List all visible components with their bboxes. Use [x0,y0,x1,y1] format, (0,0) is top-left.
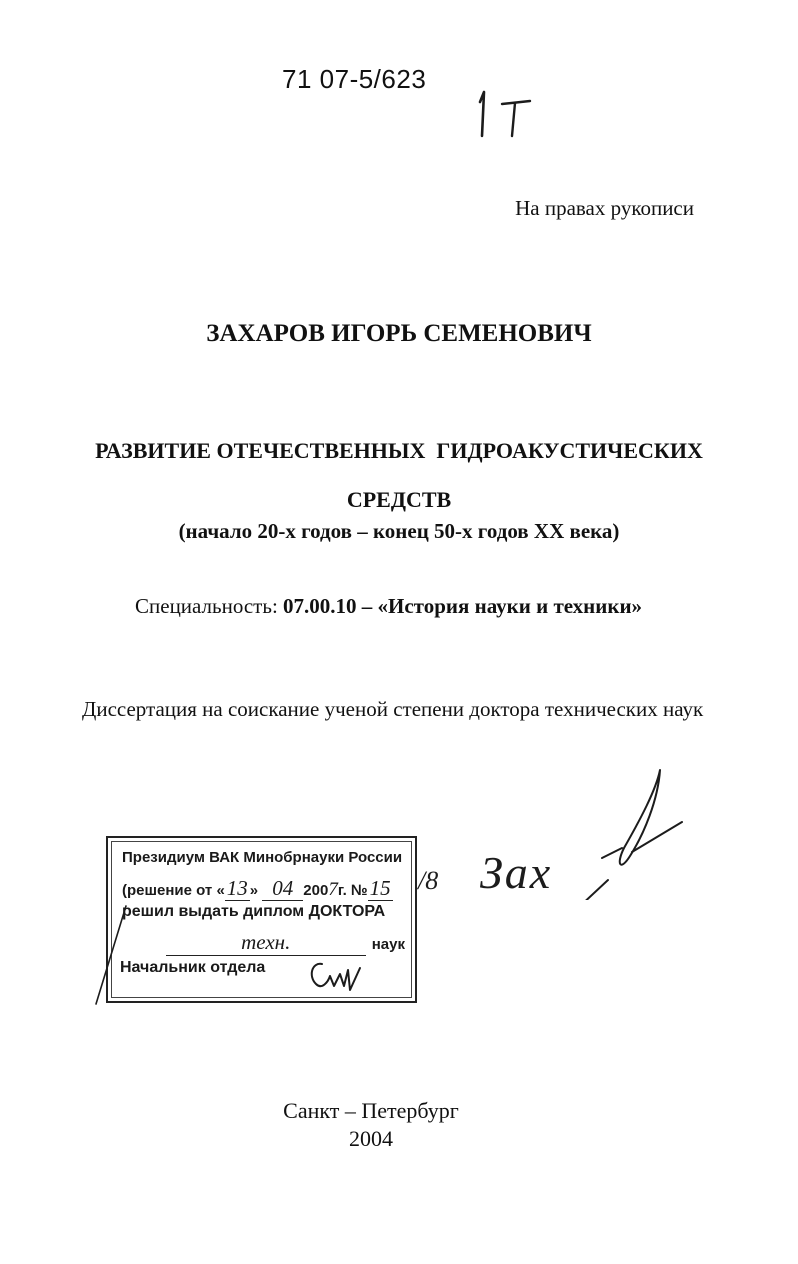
stamp-field-suffix: наук [371,936,405,953]
stamp-sep1: » [249,882,259,899]
title-line-1: РАЗВИТИЕ ОТЕЧЕСТВЕННЫХ ГИДРОАКУСТИЧЕСКИХ [95,438,703,463]
stamp-sep2: г. № [337,882,368,899]
stamp-head-of-dept: Начальник отдела [120,959,266,976]
stamp-decision-no: 15 [369,876,391,900]
signature-scribble [560,760,700,900]
specialty [135,594,642,619]
year: 2004 [349,1126,393,1151]
stamp-day: 13 [226,876,248,900]
stamp-decision-suffix: /8 [418,866,439,895]
stamp-field-line [166,930,405,956]
city: Санкт – Петербург [283,1098,459,1123]
stamp-year-digit: 7 [328,879,338,900]
handwritten-mark-glyph [470,84,540,144]
stamp-presidium: Президиум ВАК Минобрнауки России [122,849,403,866]
specialty-code: 07.00.10 – «История науки и техники» [283,594,643,618]
stamp-decision-line [122,876,393,901]
stamp-field-value: техн. [166,930,366,956]
title-period: (начало 20-х годов – конец 50-х годов XX века) [178,519,620,543]
author-name: ЗАХАРОВ ИГОРЬ СЕМЕНОВИЧ [206,320,592,347]
stamp-signature [304,956,374,996]
stamp-diploma-line: решил выдать диплом ДОКТОРА [122,903,386,920]
catalog-number: 71 07-5/623 [282,64,427,94]
stamp-month: 04 [262,876,303,901]
specialty-label: Специальность: [135,594,278,618]
dissertation-type: Диссертация на соискание ученой степени доктора технических наук [82,697,704,721]
title-line-2: СРЕДСТВ [346,487,452,512]
manuscript-rights: На правах рукописи [515,196,694,220]
stamp-year-prefix: 200 [303,882,329,899]
vak-stamp [106,836,417,1003]
pen-strokes [90,900,130,1010]
stamp-decision-prefix: (решение от « [122,882,225,899]
handwritten-signature: Зах [480,847,553,898]
